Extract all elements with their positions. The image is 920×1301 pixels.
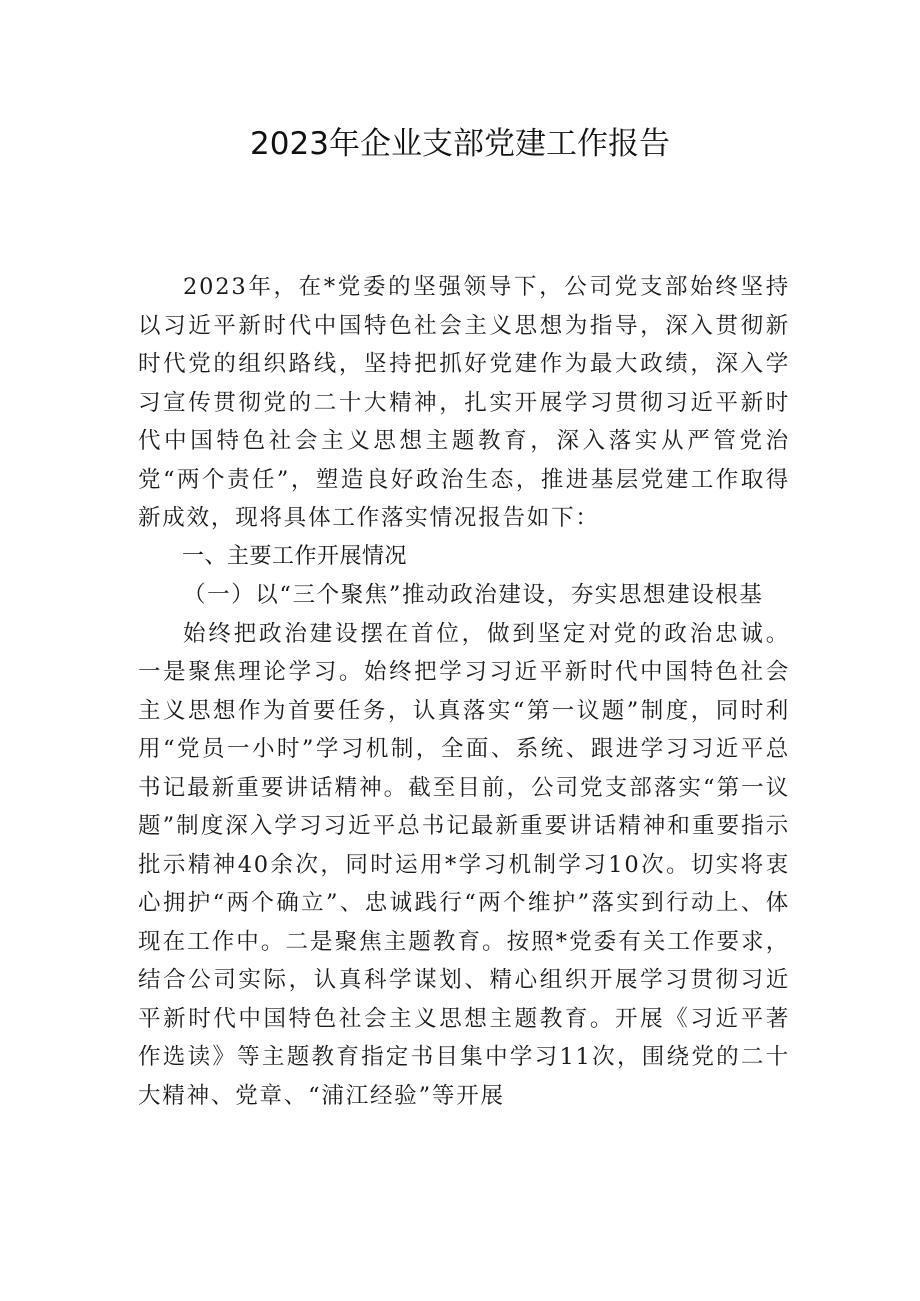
subsection-paragraph: 始终把政治建设摆在首位，做到坚定对党的政治忠诚。一是聚焦理论学习。始终把学习习近平新时代中国特色社会主义思想作为首要任务，认真落实“第一议题”制度，同时利用“党员一小时”学习机制，全面、系统、跟进学习习近平总书记最新重要讲话精神。截至目前，公司党支部落实“第一议题”制度深入学习习近平总书记最新重要讲话精神和重要指示批示精神40余次，同时运用*学习机制学习10次。切实将衷心拥护“两个确立”、忠诚践行“两个维护”落实到行动上、体现在工作中。二是聚焦主题教育。按照*党委有关工作要求，结合公司实际，认真科学谋划、精心组织开展学习贯彻习近平新时代中国特色社会主义思想主题教育。开展《习近平著作选读》等主题教育指定书目集中学习11次，围绕党的二十大精神、党章、“浦江经验”等开展	[138, 620, 790, 1109]
section-heading: 一、主要工作开展情况	[182, 543, 408, 569]
intro-paragraph: 2023年，在*党委的坚强领导下，公司党支部始终坚持以习近平新时代中国特色社会主义思想为指导，深入贯彻新时代党的组织路线，坚持把抓好党建作为最大政绩，深入学习宣传贯彻党的二十大精神，扎实开展学习贯彻习近平新时代中国特色社会主义思想主题教育，深入落实从严管党治党“两个责任”，塑造良好政治生态，推进基层党建工作取得新成效，现将具体工作落实情况报告如下：	[138, 274, 790, 531]
document-title: 2023年企业支部党建工作报告	[250, 126, 670, 162]
subsection-heading: （一）以“三个聚焦”推动政治建设，夯实思想建设根基	[183, 582, 764, 608]
document-body	[138, 268, 790, 1115]
